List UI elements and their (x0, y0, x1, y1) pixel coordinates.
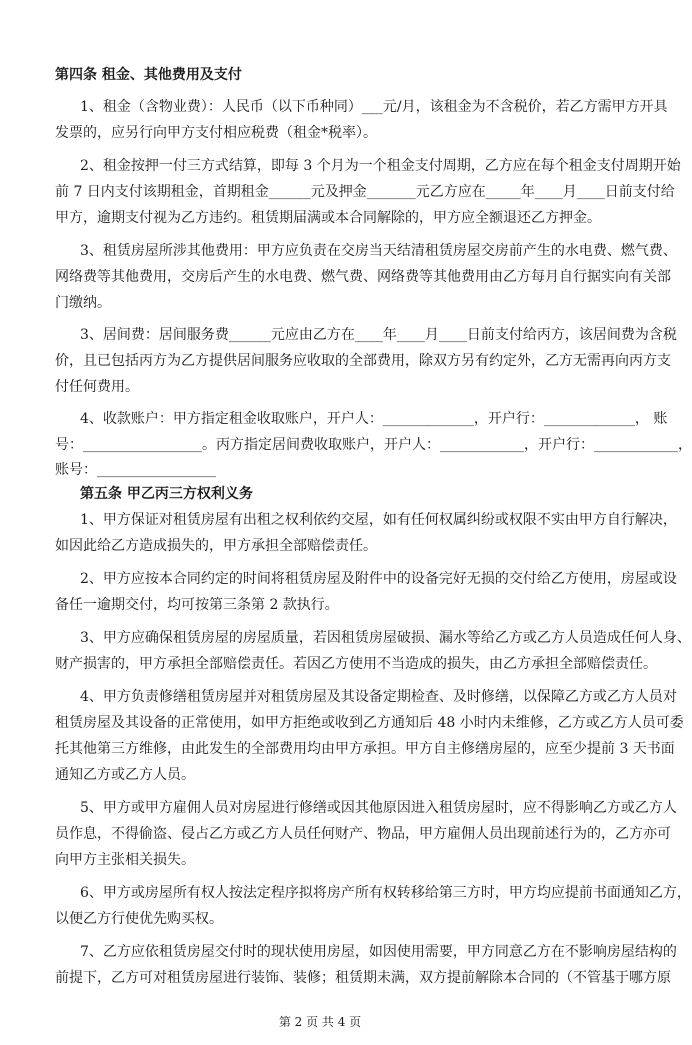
paragraph-line: 前提下，乙方可对租赁房屋进行装饰、装修；租赁期未满，双方提前解除本合同的（不管基于哪方原 (55, 970, 671, 986)
paragraph-line: 1、租金（含物业费）：人民币（以下币种同）___元/月，该租金为不含税价，若乙方需甲方开具 (80, 99, 668, 115)
page-footer: 第 2 页 共 4 页 (278, 1015, 362, 1029)
paragraph-line: 发票的，应另行向甲方支付相应税费（租金*税率）。 (55, 125, 377, 141)
paragraph-line: 托其他第三方维修，由此发生的全部费用均由甲方承担。甲方自主修缮房屋的，应至少提前 3 天书面 (55, 741, 675, 757)
paragraph-line: 网络费等其他费用，交房后产生的水电费、燃气费、网络费等其他费用由乙方每月自行据实向有关部 (55, 269, 671, 285)
paragraph-line: 甲方，逾期支付视为乙方违约。租赁期届满或本合同解除的，甲方应全额退还乙方押金。 (55, 210, 601, 226)
paragraph-line: 租赁房屋及其设备的正常使用，如甲方拒绝或收到乙方通知后 48 小时内未维修，乙方或乙方人员可委 (55, 715, 684, 731)
paragraph-line: 5、甲方或甲方雇佣人员对房屋进行修缮或因其他原因进入租赁房屋时，应不得影响乙方或乙方人 (80, 800, 677, 816)
paragraph-line: 以便乙方行使优先购买权。 (55, 911, 223, 927)
paragraph-line: 账号：_________________ (55, 462, 216, 478)
paragraph-line: 6、甲方或房屋所有权人按法定程序拟将房产所有权转移给第三方时，甲方均应提前书面通知乙方， (80, 885, 691, 901)
paragraph-line: 7、乙方应依租赁房屋交付时的现状使用房屋，如因使用需要，甲方同意乙方在不影响房屋结构的 (80, 944, 677, 960)
paragraph-line: 向甲方主张相关损失。 (55, 852, 195, 868)
paragraph-line: 号：_________________。丙方指定居间费收取账户，开户人：____________，开户行：____________， (55, 437, 692, 453)
paragraph-line: 员作息，不得偷盗、侵占乙方或乙方人员任何财产、物品，甲方雇佣人员出现前述行为的，乙方亦可 (55, 826, 671, 842)
paragraph-line: 2、甲方应按本合同约定的时间将租赁房屋及附件中的设备完好无损的交付给乙方使用，房屋或设 (80, 571, 677, 587)
paragraph-line: 4、甲方负责修缮租赁房屋并对租赁房屋及其设备定期检查、及时修缮，以保障乙方或乙方人员对 (80, 689, 677, 705)
paragraph-line: 通知乙方或乙方人员。 (55, 767, 195, 783)
paragraph-line: 2、租金按押一付三方式结算，即每 3 个月为一个租金支付周期，乙方应在每个租金支付周期开始 (80, 158, 681, 174)
paragraph-line: 付任何费用。 (55, 379, 139, 395)
paragraph-line: 3、租赁房屋所涉其他费用：甲方应负责在交房当天结清租赁房屋交房前产生的水电费、燃气费、 (80, 243, 677, 259)
section-heading: 第五条 甲乙丙三方权利义务 (80, 486, 253, 502)
paragraph-line: 如因此给乙方造成损失的，甲方承担全部赔偿责任。 (55, 538, 377, 554)
paragraph-line: 1、甲方保证对租赁房屋有出租之权利依约交屋，如有任何权属纠纷或权限不实由甲方自行解决， (80, 512, 677, 528)
paragraph-line: 价，且已包括丙方为乙方提供居间服务应收取的全部费用，除双方另有约定外，乙方无需再向丙方支 (55, 353, 671, 369)
section-heading: 第四条 租金、其他费用及支付 (55, 67, 242, 83)
paragraph-line: 备任一逾期交付，均可按第三条第 2 款执行。 (55, 597, 339, 613)
paragraph-line: 门缴纳。 (55, 295, 111, 311)
paragraph-line: 前 7 日内支付该期租金，首期租金______元及押金_______元乙方应在_____年____月____日前支付给 (55, 184, 675, 200)
paragraph-line: 3、居间费：居间服务费______元应由乙方在____年____月____日前支付给丙方，该居间费为含税 (80, 327, 677, 343)
paragraph-line: 财产损害的，甲方承担全部赔偿责任。若因乙方使用不当造成的损失，由乙方承担全部赔偿责任。 (55, 656, 657, 672)
paragraph-line: 3、甲方应确保租赁房屋的房屋质量，若因租赁房屋破损、漏水等给乙方或乙方人员造成任何人身、 (80, 630, 691, 646)
paragraph-line: 4、收款账户：甲方指定租金收取账户，开户人：_____________，开户行：_____________， 账 (80, 411, 668, 427)
